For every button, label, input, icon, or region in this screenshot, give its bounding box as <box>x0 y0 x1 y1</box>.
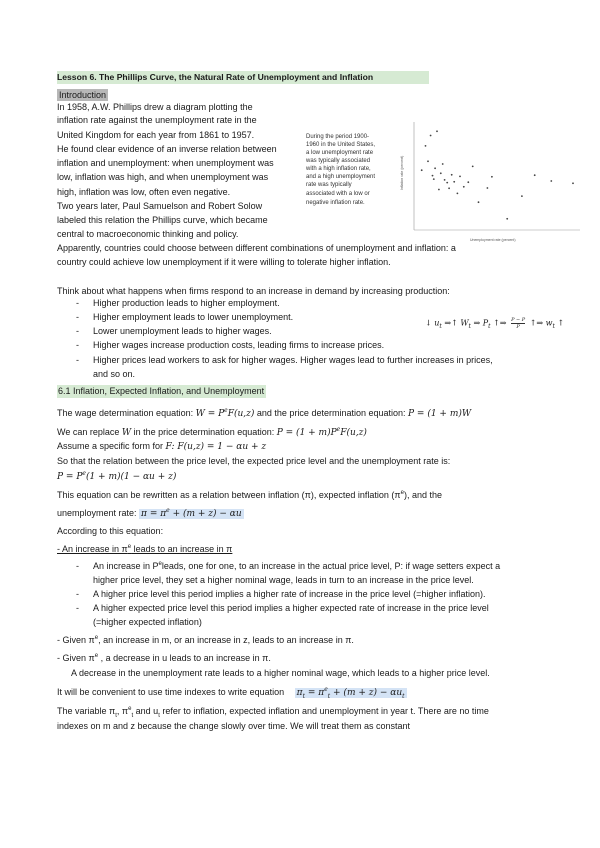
scatter-point <box>442 163 444 165</box>
y-axis-label: Inflation rate (percent) <box>400 155 404 190</box>
list-item: A higher price level this period implies a higher rate of increase in the price level (=higher inflation). <box>93 589 486 599</box>
scatter-point <box>472 166 474 168</box>
scatter-point <box>457 193 459 195</box>
phillips-scatter-chart <box>400 118 584 244</box>
pc-equation-highlight: $\pi = \pi^e + (m + z) - \alpha u$ <box>141 507 242 519</box>
caption-line: 1960 in the United States, <box>306 142 376 148</box>
scatter-point <box>453 181 455 183</box>
intro-line: In 1958, A.W. Phillips drew a diagram plotting the <box>57 102 253 112</box>
x-axis-label: Unemployment rate (percent) <box>470 238 516 242</box>
scatter-point <box>438 189 440 191</box>
scatter-point <box>467 181 469 183</box>
scatter-point <box>491 176 493 178</box>
think-lead: Think about what happens when firms respond to an increase in demand by increasing production: <box>57 286 450 296</box>
intro-line: United Kingdom for each year from 1861 to 1957. <box>57 130 255 140</box>
scatter-point <box>444 179 446 181</box>
section-6-1-heading: 6.1 Inflation, Expected Inflation, and Unemployment <box>58 386 265 396</box>
intro-line: central to macroeconomic thinking and policy. <box>57 229 239 239</box>
list-item: (=higher expected inflation) <box>93 617 202 627</box>
scatter-points <box>421 130 574 219</box>
fraction: $\frac{P - P}{P}$ <box>511 317 526 330</box>
unemployment-rate-line: unemployment rate: $\pi = \pi^e + (m + z) - \alpha u$ <box>57 507 242 519</box>
caption-line: and a high unemployment <box>306 174 376 180</box>
assume-form-line: Assume a specific form for F: F(u,z) = 1 − αu + z <box>57 441 267 452</box>
caption-line: was typically associated <box>306 158 371 164</box>
list-item: Higher prices lead workers to ask for higher wages. Higher wages lead to further increases in prices, <box>93 355 493 365</box>
caption-line: a low unemployment rate <box>306 150 374 156</box>
list-item: An increase in $P^eleads$, one for one, to an increase in the actual price level, P: if wage setters expect a <box>93 561 501 571</box>
scatter-point <box>572 182 574 184</box>
intro-line: He found clear evidence of an inverse relation between <box>57 144 277 154</box>
scatter-point <box>440 172 442 174</box>
intro-line: Two years later, Paul Samuelson and Robert Solow <box>57 201 263 211</box>
scatter-point <box>550 180 552 182</box>
time-index-line: It will be convenient to use time indexes to write equation $\pi_t = \pi^e_t + (m + z) - \alpha u_t$ <box>57 686 405 700</box>
list-item: Higher production leads to higher employment. <box>93 298 280 308</box>
rewrite-line: This equation can be rewritten as a relation between inflation (π), expected inflation $(\pi^e)$, and the <box>57 490 442 500</box>
scatter-point <box>459 176 461 178</box>
intro-line: inflation rate against the unemployment rate in the <box>57 115 257 125</box>
variables-line: The variable $\pi_t$, $\pi^e_t$ and $u_t$ refer to inflation, expected inflation and unemployment in year t. There are no time <box>57 706 489 719</box>
scatter-point <box>433 178 435 180</box>
lesson-title: Lesson 6. The Phillips Curve, the Natural Rate of Unemployment and Inflation <box>57 71 429 84</box>
intro-line: Apparently, countries could choose between different combinations of unemployment and inflation: a <box>57 243 456 253</box>
list-item: Higher wages increase production costs, leading firms to increase prices. <box>93 340 385 350</box>
time-indexes-note: indexes on m and z because the change slowly over time. We will treat them as constant <box>57 721 411 731</box>
replace-w-line: We can replace W in the price determination equation: $P = (1 + m)P^eF(u,z)$ <box>57 426 367 438</box>
list-item: A higher expected price level this period implies a higher expected rate of increase in the price level <box>93 603 489 613</box>
scatter-point <box>487 187 489 189</box>
scatter-point <box>478 201 480 203</box>
list-item: Lower unemployment leads to higher wages. <box>93 326 272 336</box>
intro-line: high, inflation was low, often even negative. <box>57 187 231 197</box>
so-that-line: So that the relation between the price level, the expected price level and the unemployment rate is: <box>57 456 451 466</box>
list-item: Higher employment leads to lower unemployment. <box>93 312 294 322</box>
caption-line: During the period 1900- <box>306 134 370 140</box>
caption-line: negative inflation rate. <box>306 200 365 206</box>
scatter-point <box>506 218 508 220</box>
causal-chain-formula: ↓ $u_t$ ⇒↑ $W_t$ ⇒ $P_t$ ↑⇒ $\frac{P - P}{P}$ ↑⇒ $w_t$ ↑ <box>425 317 565 331</box>
intro-line: inflation and unemployment: when unemployment was <box>57 158 274 168</box>
according-line: According to this equation: <box>57 526 164 536</box>
price-relation-equation: $P = P^e(1 + m)(1 - \alpha u + z)$ <box>57 470 177 482</box>
intro-line: low, inflation was high, and when unemployment was <box>57 172 269 182</box>
scatter-point <box>421 169 423 171</box>
time-index-equation-highlight: $\pi_t = \pi^e_t + (m + z) - \alpha u_t$ <box>296 686 405 700</box>
scatter-point <box>446 182 448 184</box>
wage-determination-line: The wage determination equation: $W = P^eF(u,z)$ and the price determination equation: P = (1 + m)W <box>57 407 472 419</box>
scatter-point <box>463 186 465 188</box>
introduction-heading: Introduction <box>59 90 107 100</box>
given-expected-line-2: - Given $\pi^e$ , a decrease in u leads to an increase in π. <box>57 653 271 663</box>
list-item: higher price level, they set a higher nominal wage, leads in turn to an increase in the price level. <box>93 575 474 585</box>
scatter-point <box>448 187 450 189</box>
list-item: and so on. <box>93 369 136 379</box>
scatter-point <box>425 145 427 147</box>
intro-line: labeled this relation the Phillips curve, which became <box>57 215 268 225</box>
scatter-point <box>534 174 536 176</box>
caption-line: rate was typically <box>306 182 352 188</box>
scatter-point <box>432 175 434 177</box>
scatter-point <box>430 135 432 137</box>
intro-line: country could achieve low unemployment if it were willing to tolerate higher inflation. <box>57 257 391 267</box>
scatter-point <box>451 174 453 176</box>
document-page: Lesson 6. The Phillips Curve, the Natural Rate of Unemployment and Inflation Introduction In 1958, A.W. Phillips drew a diagram plotting the inflation rate against the unemployment rate in the United Kingdom for each year from 1861 to 1957. He found clear evidence of an inverse relation between inflation and unemployment: when unemployment was low, inflation was high, and when unemployment was high, inflation was low, often even negative. Two years later, Paul Samuelson and Robert Solow labeled this relation the Phillips curve, which became central to macroeconomic thinking and policy. Apparently, countries could choose between different combinations of unemployment and inflation: a country could achieve low unemployment if it were willing to tolerate higher inflation. During the period 1900- 1960 in the United States, a low unemployment rate was typically associated with a high inflation rate, and a high unemployment rate was typically associated with a low or negative inflation rate. Inflation rate (percent) Unemployment rate (percent) Think about what happens when firms respond to an increase in demand by increasing production: - Higher production leads to higher employment. - Higher employment leads to lower unemployment. - Lower unemployment leads to higher wages. - Higher wages increase production costs, leading firms to increase prices. - Higher prices lead workers to ask for higher wages. Higher wages lead to further increases in prices, and so on. ↓ $u_t$ ⇒↑ $W_t$ ⇒ $P_t$ ↑⇒ $\frac{P - P}{P}$ ↑⇒ $w_t$ ↑ 6.1 Inflation, Expected Inflation, and Unemployment The wage determination equation: $W = P^eF(u,z)$ and the price determination equation: P = (1 + m)W We can replace W in the price determination equation: $P = (1 + m)P^eF(u,z)$ Assume a specific form for F: F(u,z) = 1 − αu + z So that the relation between the price level, the expected price level and the unemployment rate is: $P = P^e(1 + m)(1 - \alpha u + z)$ This equation can be rewritten as a relation between inflation (π), expected inflation $(\pi^e)$, and the unemployment rate: $\pi = \pi^e + (m + z) - \alpha u$ According to this equation: - An increase in $\pi^e$ leads to an increase in π - An increase in $P^eleads$, one for one, to an increase in the actual price level, P: if wage setters expect a higher price level, they set a higher nominal wage, leads in turn to an increase in the price level. - A higher price level this period implies a higher rate of increase in the price level (=higher inflation). - A higher expected price level this period implies a higher expected rate of increase in the price level (=higher expected inflation) - Given $\pi^e$, an increase in m, or an increase in z, leads to an increase in π. - Given $\pi^e$ , a decrease in u leads to an increase in π. A decrease in the unemployment rate leads to a higher nominal wage, which leads to a higher price level. It will be convenient to use time indexes to write equation $\pi_t = \pi^e_t + (m + z) - \alpha u_t$ The variable $\pi_t$, $\pi^e_t$ and $u_t$ refer to inflation, expected inflation and unemployment in year t. There are no time indexes on m and z because the change slowly over time. We will treat them as constant <box>0 0 600 848</box>
scatter-point <box>436 130 438 132</box>
caption-line: with a high inflation rate, <box>306 166 371 172</box>
scatter-point <box>427 160 429 162</box>
caption-line: associated with a low or <box>306 191 370 197</box>
decrease-line: A decrease in the unemployment rate leads to a higher nominal wage, which leads to a higher price level. <box>71 668 490 678</box>
scatter-point <box>434 167 436 169</box>
given-expected-line: - Given $\pi^e$, an increase in m, or an increase in z, leads to an increase in π. <box>57 635 354 645</box>
scatter-point <box>521 195 523 197</box>
increase-expected-heading: - An increase in $\pi^e$ leads to an increase in π <box>57 544 233 554</box>
